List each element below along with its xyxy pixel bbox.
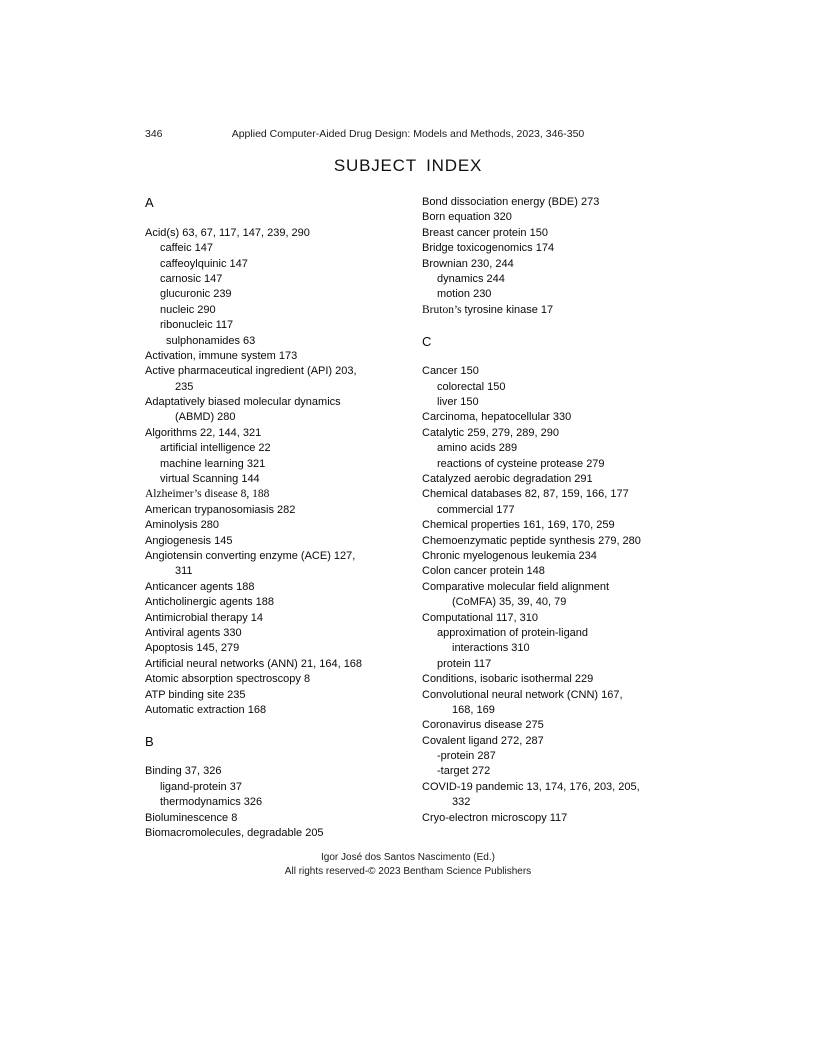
index-entry: Acid(s) 63, 67, 117, 147, 239, 290	[145, 226, 310, 239]
index-entry: Artificial neural networks (ANN) 21, 164, 168	[145, 657, 363, 670]
index-entry: sulphonamides 63	[166, 334, 256, 347]
index-entry: 332	[452, 796, 471, 809]
index-entry: approximation of protein-ligand	[437, 626, 589, 639]
index-entry: Convolutional neural network (CNN) 167,	[422, 688, 623, 701]
index-entry: Carcinoma, hepatocellular 330	[422, 411, 572, 424]
index-entry: COVID-19 pandemic 13, 174, 176, 203, 205,	[422, 780, 640, 793]
index-entry	[422, 303, 689, 318]
index-entry: dynamics 244	[437, 272, 505, 285]
index-entry: Binding 37, 326	[145, 765, 222, 778]
index-entry: Comparative molecular field alignment	[422, 580, 610, 593]
section-heading-a: A	[145, 195, 154, 210]
index-entry: (ABMD) 280	[175, 411, 236, 424]
index-entry: Computational 117, 310	[422, 611, 538, 624]
index-entry: Antimicrobial therapy 14	[145, 611, 264, 624]
index-entry: virtual Scanning 144	[160, 473, 260, 486]
index-entry: Chemoenzymatic peptide synthesis 279, 280	[422, 534, 641, 547]
index-entry: Covalent ligand 272, 287	[422, 734, 544, 747]
index-column-left	[145, 195, 412, 841]
index-entry: Conditions, isobaric isothermal 229	[422, 673, 594, 686]
page-title: SUBJECT INDEX	[333, 156, 483, 175]
index-entry: reactions of cysteine protease 279	[437, 457, 605, 470]
index-entry: liver 150	[437, 396, 479, 409]
index-entry: 311	[175, 565, 193, 578]
index-entry-segment: tyrosine kinase 17	[464, 303, 554, 316]
index-entry: interactions 310	[452, 642, 530, 655]
index-entry: Angiotensin converting enzyme (ACE) 127,	[145, 549, 356, 562]
index-entry: Bond dissociation energy (BDE) 273	[422, 196, 600, 208]
running-title: Applied Computer-Aided Drug Design: Models and Methods, 2023, 346-350	[231, 128, 585, 140]
index-entry: artificial intelligence 22	[160, 442, 271, 455]
index-entry: Anticancer agents 188	[145, 580, 255, 593]
index-column-right	[422, 195, 689, 841]
index-entry: Adaptatively biased molecular dynamics	[145, 396, 341, 409]
index-entry: Born equation 320	[422, 211, 512, 224]
index-entry: Breast cancer protein 150	[422, 226, 548, 239]
index-entry: Activation, immune system 173	[145, 349, 298, 362]
index-entry: Coronavirus disease 275	[422, 719, 544, 732]
footer-copyright: All rights reserved-© 2023 Bentham Science Publishers	[284, 865, 532, 877]
index-entry: Brownian 230, 244	[422, 257, 514, 270]
index-columns	[145, 195, 689, 841]
index-entry: Chronic myelogenous leukemia 234	[422, 549, 597, 562]
index-entry: -target 272	[437, 765, 491, 778]
index-entry: Cryo-electron microscopy 117	[422, 811, 568, 824]
footer-editor: Igor José dos Santos Nascimento (Ed.)	[321, 852, 495, 863]
index-entry: carnosic 147	[160, 272, 223, 285]
index-entry: (CoMFA) 35, 39, 40, 79	[452, 596, 567, 609]
index-entry: thermodynamics 326	[160, 796, 263, 809]
index-entry: Chemical databases 82, 87, 159, 166, 177	[422, 488, 629, 501]
index-entry: Algorithms 22, 144, 321	[145, 426, 262, 439]
section-heading-b: B	[145, 733, 154, 749]
index-entry: Catalyzed aerobic degradation 291	[422, 473, 593, 486]
index-entry: Alzheimer’s disease 8, 188	[145, 488, 270, 501]
index-entry: Atomic absorption spectroscopy 8	[145, 673, 311, 686]
index-entry: Cancer 150	[422, 365, 479, 378]
index-entry: amino acids 289	[437, 442, 518, 455]
index-entry: Aminolysis 280	[145, 519, 219, 532]
index-entry: colorectal 150	[437, 380, 506, 393]
index-entry: glucuronic 239	[160, 288, 232, 301]
index-entry: ligand-protein 37	[160, 780, 242, 793]
index-entry: ATP binding site 235	[145, 688, 246, 701]
index-entry: protein 117	[437, 657, 492, 670]
index-entry: commercial 177	[437, 503, 515, 516]
index-entry: caffeic 147	[160, 242, 214, 255]
index-entry: Bridge toxicogenomics 174	[422, 242, 555, 255]
index-entry: -protein 287	[437, 750, 496, 763]
index-entry: Automatic extraction 168	[145, 703, 267, 716]
index-entry: 168, 169	[452, 703, 495, 716]
index-entry: machine learning 321	[160, 457, 266, 470]
index-entry: Colon cancer protein 148	[422, 565, 545, 578]
index-entry: Angiogenesis 145	[145, 534, 233, 547]
index-entry: Apoptosis 145, 279	[145, 642, 240, 655]
index-entry: ribonucleic 117	[160, 319, 234, 332]
page-number: 346	[145, 128, 163, 140]
index-entry-segment: Bruton’s	[422, 303, 465, 316]
index-entry: caffeoylquinic 147	[160, 257, 248, 270]
page-footer	[0, 851, 816, 878]
index-entry: Chemical properties 161, 169, 170, 259	[422, 519, 615, 532]
index-entry: 235	[175, 380, 194, 393]
index-entry: Anticholinergic agents 188	[145, 596, 275, 609]
section-heading-c: C	[422, 333, 432, 349]
index-entry: motion 230	[437, 288, 492, 301]
index-entry: American trypanosomiasis 282	[145, 503, 296, 516]
index-entry: Biomacromolecules, degradable 205	[145, 827, 324, 840]
index-entry: Catalytic 259, 279, 289, 290	[422, 426, 559, 439]
index-entry: Bioluminescence 8	[145, 811, 238, 824]
index-entry: Antiviral agents 330	[145, 626, 242, 639]
index-entry: Active pharmaceutical ingredient (API) 203,	[145, 365, 357, 378]
page-header	[0, 127, 816, 143]
index-entry: nucleic 290	[160, 303, 216, 316]
